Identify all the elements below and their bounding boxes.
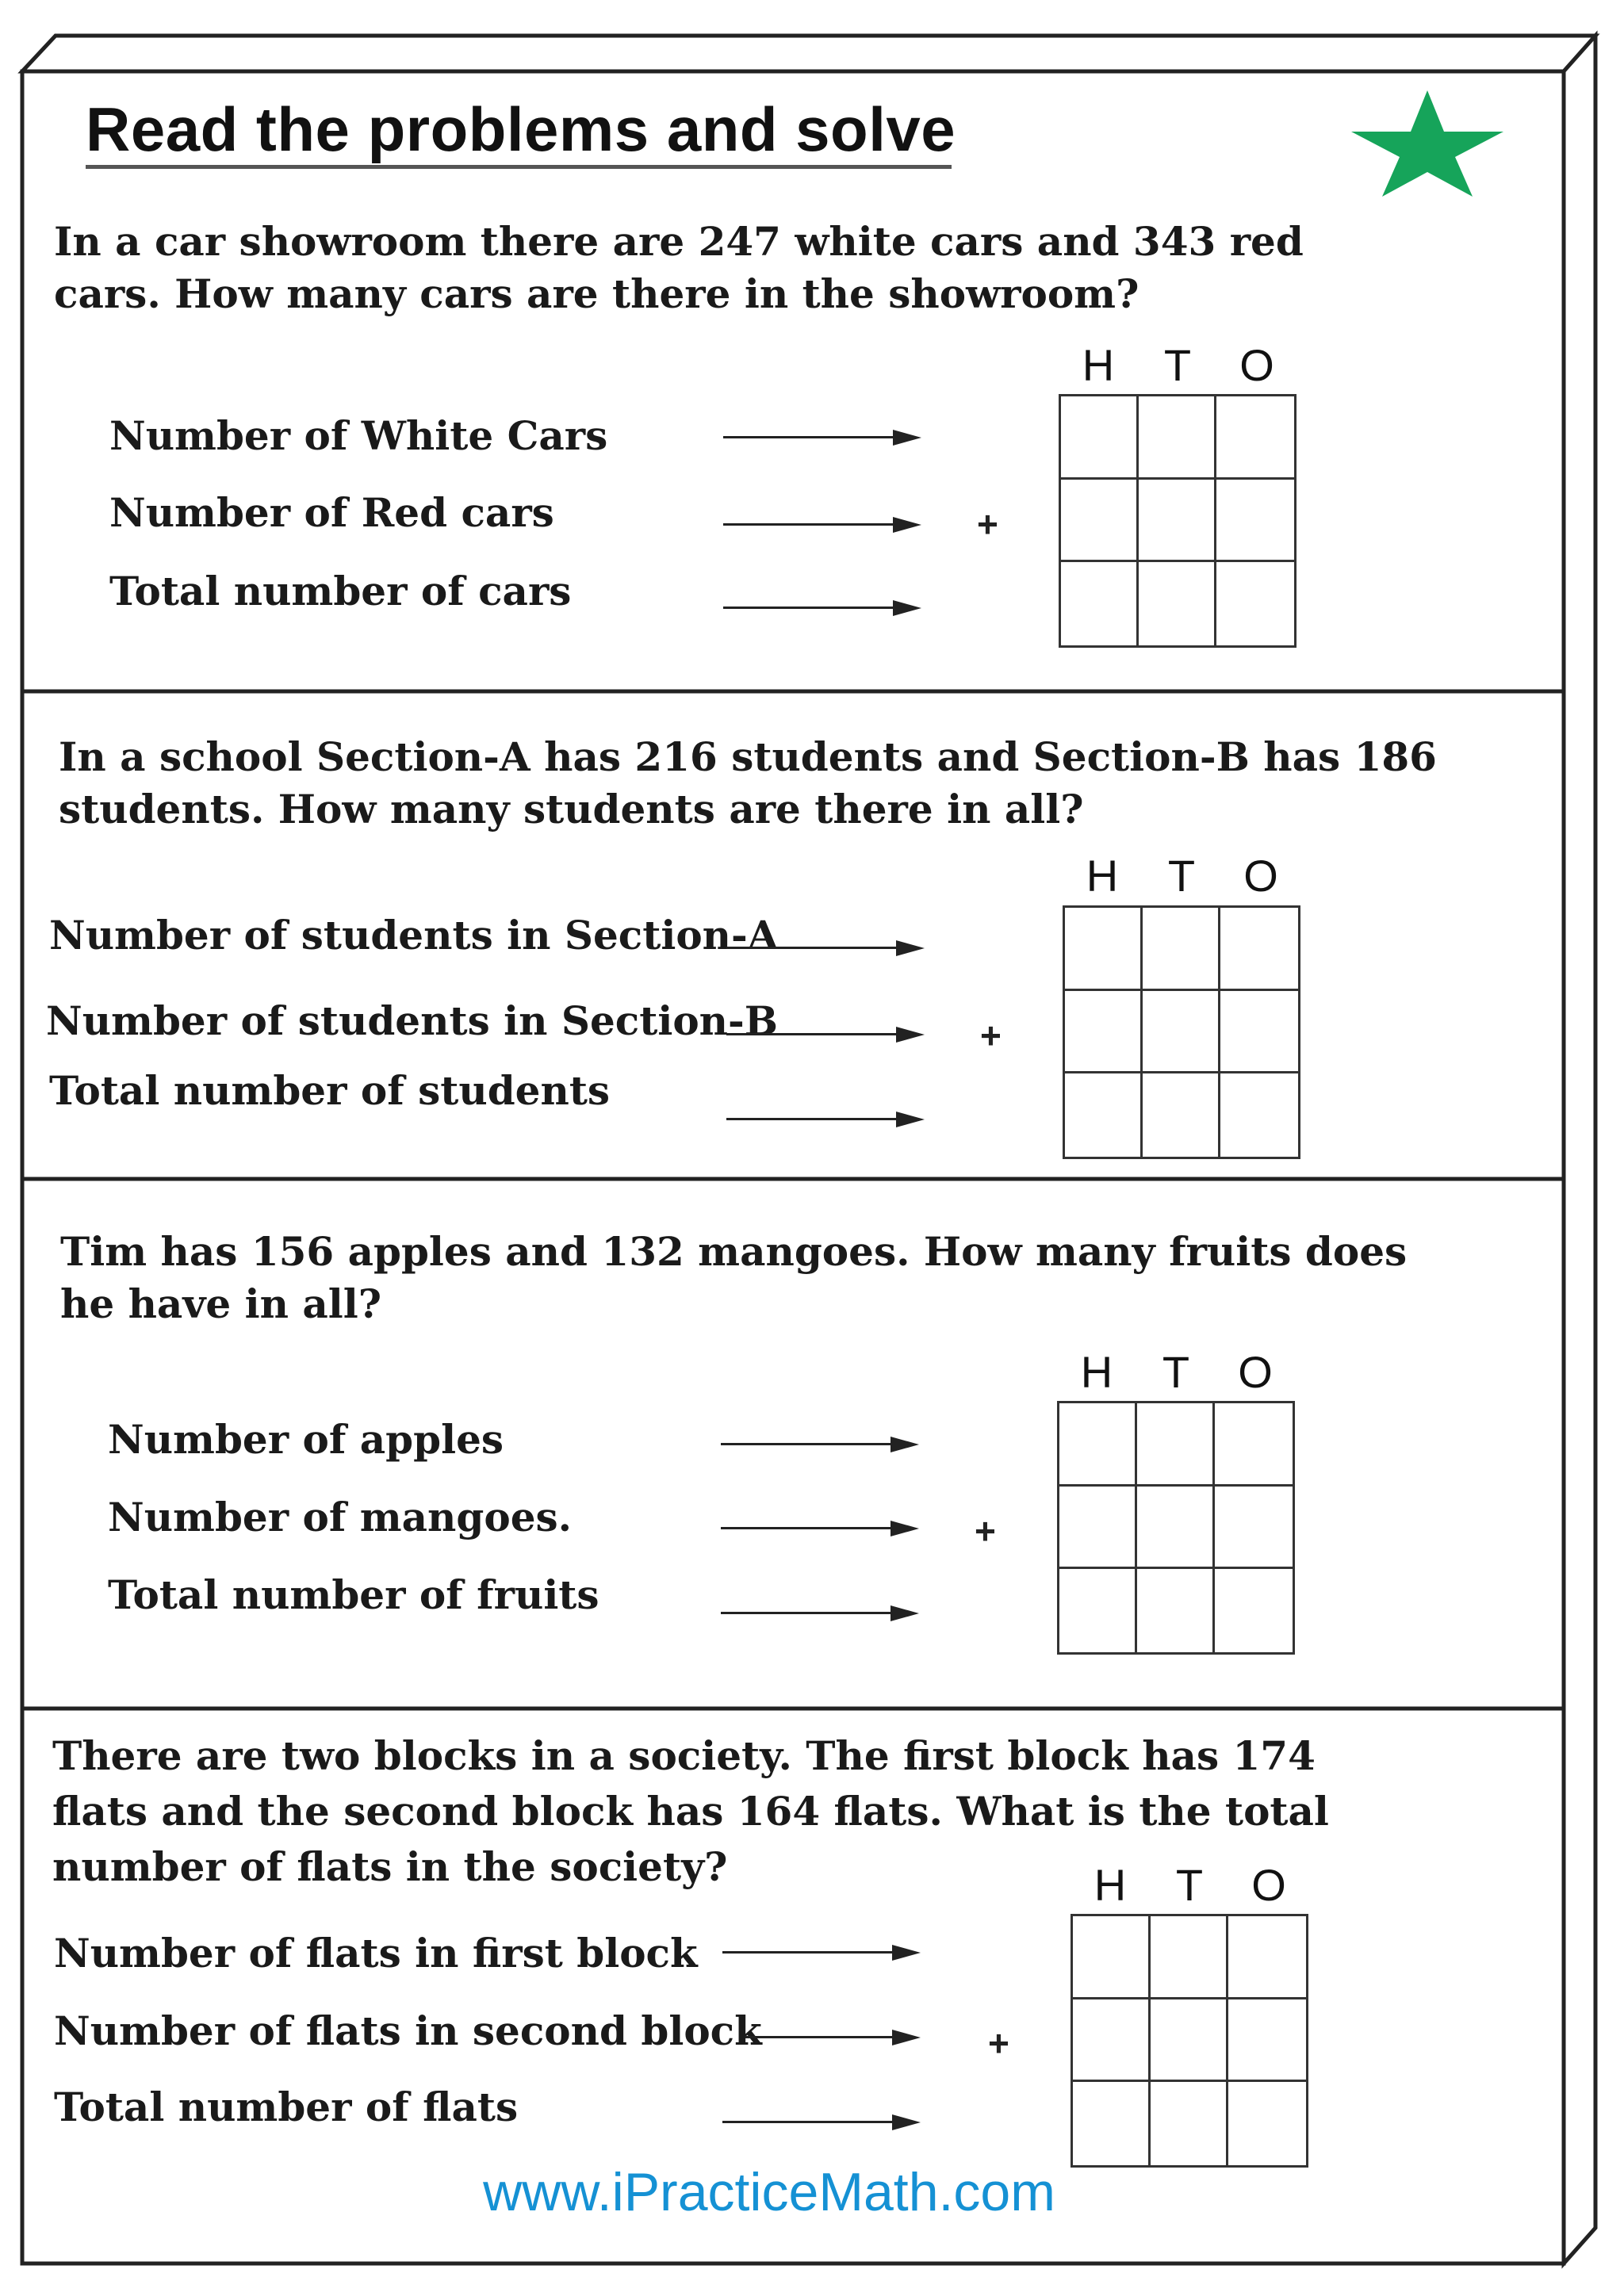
grid-cell[interactable]: [1151, 1916, 1228, 1999]
grid-cell[interactable]: [1216, 562, 1294, 645]
grid-cell[interactable]: [1137, 1487, 1215, 1570]
grid-cell[interactable]: [1215, 1403, 1293, 1487]
grid-cell[interactable]: [1073, 1916, 1151, 1999]
grid-cell[interactable]: [1228, 1916, 1306, 1999]
hundreds-label: H: [1080, 1347, 1113, 1397]
grid-cell[interactable]: [1065, 991, 1143, 1074]
grid-cell[interactable]: [1151, 2082, 1228, 2165]
tens-label: T: [1175, 1860, 1204, 1910]
grid-cell[interactable]: [1073, 2082, 1151, 2165]
grid-cell[interactable]: [1061, 396, 1139, 480]
page-title: Read the problems and solve: [86, 94, 956, 164]
grid-cell[interactable]: [1137, 1569, 1215, 1652]
hto-answer-grid: [1059, 394, 1297, 648]
question-line: number of flats in the society?: [52, 1843, 728, 1890]
arrow-icon: [722, 1944, 921, 1960]
grid-cell[interactable]: [1065, 908, 1143, 991]
footer-url[interactable]: www.iPracticeMath.com: [483, 2162, 1055, 2222]
hundreds-label: H: [1086, 851, 1119, 901]
question-line: In a car showroom there are 247 white cars and 343 red: [54, 218, 1304, 265]
grid-cell[interactable]: [1220, 991, 1298, 1074]
problem-1-question: [54, 216, 1304, 320]
arrow-icon: [721, 1520, 919, 1536]
grid-cell[interactable]: [1143, 908, 1220, 991]
ones-label: O: [1243, 851, 1278, 901]
grid-cell[interactable]: [1065, 1073, 1143, 1157]
arrow-icon: [726, 1026, 925, 1042]
hto-answer-grid: [1063, 905, 1300, 1159]
grid-cell[interactable]: [1143, 991, 1220, 1074]
arrow-icon: [723, 516, 921, 532]
arrow-icon: [723, 429, 921, 445]
hto-answer-grid: [1057, 1401, 1295, 1655]
grid-cell[interactable]: [1139, 562, 1216, 645]
grid-cell[interactable]: [1228, 2082, 1306, 2165]
problem-2-row-1-label: Number of students in Section-A: [49, 912, 779, 959]
grid-cell[interactable]: [1073, 1999, 1151, 2083]
plus-sign: +: [975, 1510, 996, 1552]
grid-cell[interactable]: [1059, 1569, 1137, 1652]
arrow-icon: [722, 2114, 921, 2130]
question-line: In a school Section-A has 216 students and Section-B has 186: [59, 733, 1437, 780]
hto-header: [1063, 850, 1300, 901]
grid-cell[interactable]: [1228, 1999, 1306, 2083]
problem-3-row-2-label: Number of mangoes.: [108, 1494, 573, 1540]
title-underline: [86, 165, 952, 169]
grid-cell[interactable]: [1059, 1403, 1137, 1487]
grid-cell[interactable]: [1215, 1569, 1293, 1652]
problem-1-row-3-label: Total number of cars: [109, 568, 572, 614]
arrow-icon: [721, 1436, 919, 1452]
grid-cell[interactable]: [1220, 1073, 1298, 1157]
arrow-icon: [726, 1111, 925, 1127]
star-icon: [1348, 87, 1507, 198]
tens-label: T: [1167, 851, 1196, 901]
problem-1-row-2-label: Number of Red cars: [109, 489, 554, 536]
problem-4-row-2-label: Number of flats in second block: [54, 2007, 762, 2054]
problem-2-question: [59, 731, 1437, 836]
problem-2-row-2-label: Number of students in Section-B: [46, 997, 779, 1044]
problem-3-row-3-label: Total number of fruits: [108, 1571, 599, 1618]
plus-sign: +: [977, 503, 998, 545]
problem-1-row-1-label: Number of White Cars: [109, 412, 608, 459]
hto-answer-grid: [1071, 1914, 1308, 2168]
grid-cell[interactable]: [1151, 1999, 1228, 2083]
problem-3-question: [60, 1226, 1407, 1330]
grid-cell[interactable]: [1215, 1487, 1293, 1570]
tens-label: T: [1162, 1347, 1190, 1397]
hto-header: [1059, 339, 1297, 390]
question-line: cars. How many cars are there in the showroom?: [54, 270, 1139, 317]
grid-cell[interactable]: [1216, 396, 1294, 480]
question-line: Tim has 156 apples and 132 mangoes. How many fruits does: [60, 1228, 1408, 1275]
tens-label: T: [1163, 340, 1192, 390]
problem-2-row-3-label: Total number of students: [49, 1067, 611, 1114]
ones-label: O: [1238, 1347, 1273, 1397]
question-line: There are two blocks in a society. The first block has 174: [52, 1732, 1316, 1779]
arrow-icon: [745, 2029, 921, 2045]
grid-cell[interactable]: [1139, 480, 1216, 563]
problem-3-row-1-label: Number of apples: [108, 1416, 504, 1463]
ones-label: O: [1251, 1860, 1286, 1910]
grid-cell[interactable]: [1061, 562, 1139, 645]
grid-cell[interactable]: [1220, 908, 1298, 991]
ones-label: O: [1239, 340, 1274, 390]
question-line: students. How many students are there in all?: [59, 786, 1084, 832]
grid-cell[interactable]: [1137, 1403, 1215, 1487]
grid-cell[interactable]: [1216, 480, 1294, 563]
plus-sign: +: [988, 2022, 1009, 2064]
arrow-icon: [721, 1605, 919, 1621]
question-line: flats and the second block has 164 flats. What is the total: [52, 1788, 1329, 1835]
arrow-icon: [723, 599, 921, 615]
problem-4-row-3-label: Total number of flats: [54, 2084, 519, 2130]
grid-cell[interactable]: [1143, 1073, 1220, 1157]
hto-header: [1071, 1859, 1308, 1910]
problem-4-row-1-label: Number of flats in first block: [54, 1930, 698, 1976]
hundreds-label: H: [1094, 1860, 1127, 1910]
grid-cell[interactable]: [1059, 1487, 1137, 1570]
hundreds-label: H: [1082, 340, 1115, 390]
hto-header: [1057, 1346, 1295, 1397]
plus-sign: +: [980, 1015, 1002, 1056]
grid-cell[interactable]: [1139, 396, 1216, 480]
question-line: he have in all?: [60, 1280, 382, 1327]
arrow-icon: [726, 939, 925, 955]
grid-cell[interactable]: [1061, 480, 1139, 563]
